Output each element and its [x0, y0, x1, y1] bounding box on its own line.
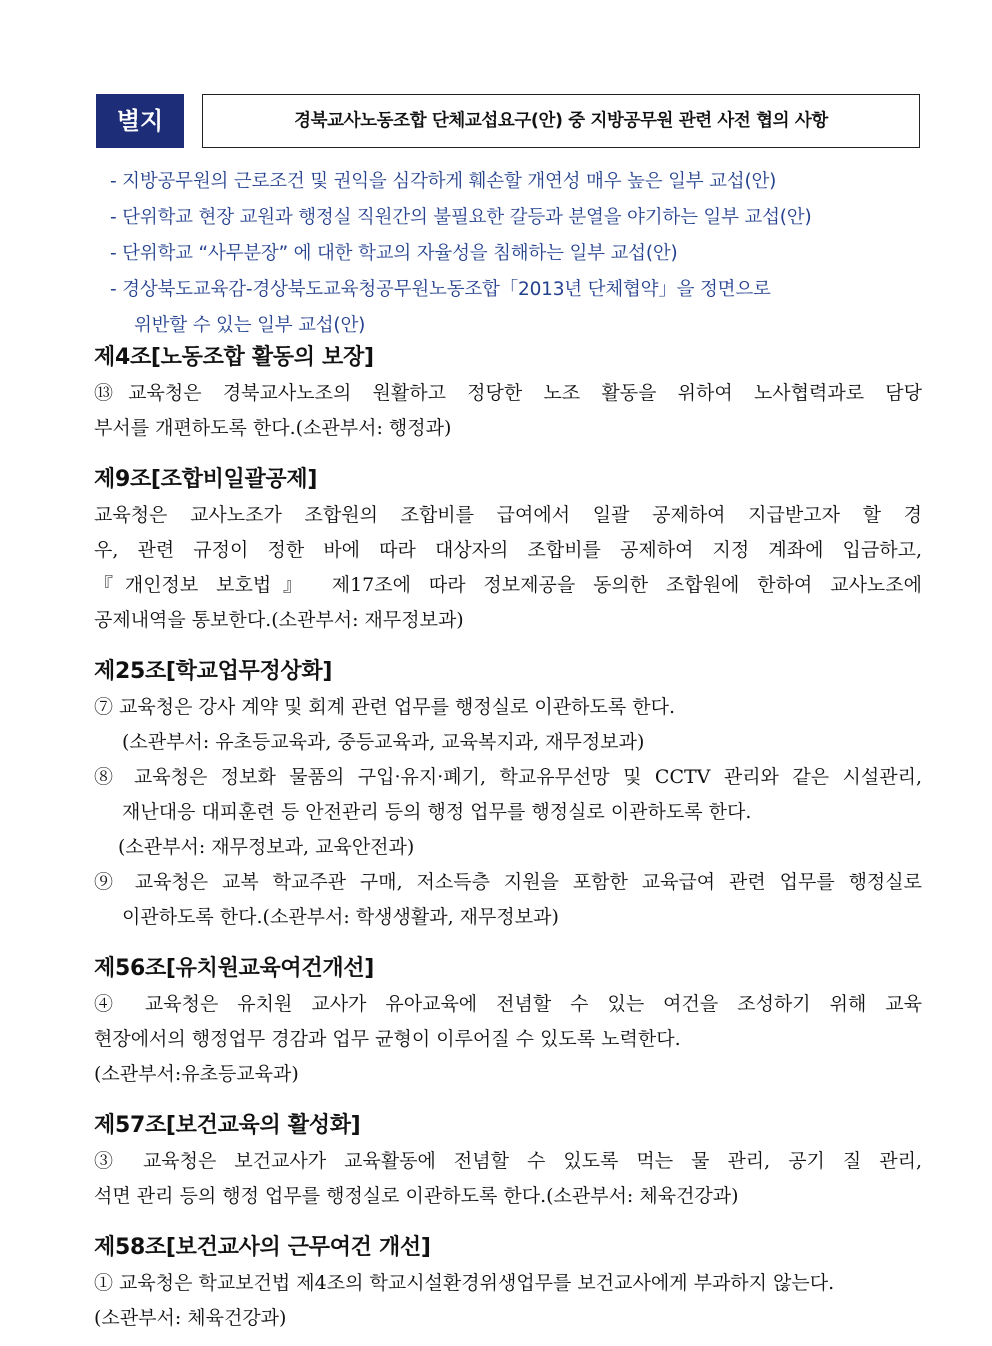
article-line: (소관부서: 재무정보과, 교육안전과) [118, 836, 415, 858]
summary-bullet: - 단위학교 현장 교원과 행정실 직원간의 불필요한 갈등과 분열을 야기하는 일부 교섭(안) [110, 207, 812, 228]
articles [94, 340, 922, 1346]
article-title: 제25조[학교업무정상화] [94, 659, 333, 684]
article-line: (소관부서:유초등교육과) [94, 1063, 299, 1085]
article-line: 석면 관리 등의 행정 업무를 행정실로 이관하도록 한다.(소관부서: 체육건강과) [94, 1185, 739, 1207]
article-56 [94, 951, 922, 1092]
article-title: 제4조[노동조합 활동의 보장] [94, 345, 374, 370]
article-line: 『개인정보 보호법』 제17조에 따라 정보제공을 동의한 조합원에 한하여 교사노조에 [94, 574, 922, 596]
article-line: 부서를 개편하도록 한다.(소관부서: 행정과) [94, 417, 452, 439]
article-title: 제58조[보건교사의 근무여건 개선] [94, 1235, 431, 1260]
article-4 [94, 340, 922, 446]
document-title: 경북교사노동조합 단체교섭요구(안) 중 지방공무원 관련 사전 협의 사항 [202, 94, 920, 148]
article-57 [94, 1108, 922, 1214]
article-9 [94, 462, 922, 638]
summary-bullet: - 지방공무원의 근로조건 및 권익을 심각하게 훼손할 개연성 매우 높은 일부 교섭(안) [110, 171, 777, 192]
article-line: ⑧ 교육청은 정보화 물품의 구입·유지·폐기, 학교유무선망 및 CCTV 관리와 같은 시설관리, [94, 766, 922, 788]
summary-bullet: - 단위학교 “사무분장” 에 대한 학교의 자율성을 침해하는 일부 교섭(안) [110, 243, 678, 264]
article-line: (소관부서: 체육건강과) [94, 1307, 287, 1329]
article-line: 이관하도록 한다.(소관부서: 학생생활과, 재무정보과) [122, 906, 559, 928]
summary-bullet: - 경상북도교육감-경상북도교육청공무원노동조합「2013년 단체협약」을 정면으로 [110, 279, 771, 300]
article-line: (소관부서: 유초등교육과, 중등교육과, 교육복지과, 재무정보과) [122, 731, 645, 753]
document-header [96, 94, 920, 148]
summary-bullet-continued [110, 308, 930, 344]
article-line: 우, 관련 규정이 정한 바에 따라 대상자의 조합비를 공제하여 지정 계좌에 입금하고, [94, 539, 922, 561]
article-title: 제56조[유치원교육여건개선] [94, 956, 374, 981]
article-line: ⑦ 교육청은 강사 계약 및 회계 관련 업무를 행정실로 이관하도록 한다. [94, 696, 675, 718]
article-line: ① 교육청은 학교보건법 제4조의 학교시설환경위생업무를 보건교사에게 부과하지 않는다. [94, 1272, 835, 1294]
article-line: ⑨ 교육청은 교복 학교주관 구매, 저소득층 지원을 포함한 교육급여 관련 업무를 행정실로 [94, 871, 922, 893]
article-title: 제57조[보건교육의 활성화] [94, 1113, 361, 1138]
article-25 [94, 654, 922, 935]
article-line: ⑬교육청은 경북교사노조의 원활하고 정당한 노조 활동을 위하여 노사협력과로 담당 [94, 382, 922, 404]
article-line: 교육청은 교사노조가 조합원의 조합비를 급여에서 일괄 공제하여 지급받고자 할 경 [94, 504, 922, 526]
summary-bullet-continuation: 위반할 수 있는 일부 교섭(안) [134, 315, 366, 336]
article-line: ③ 교육청은 보건교사가 교육활동에 전념할 수 있도록 먹는 물 관리, 공기 질 관리, [94, 1150, 922, 1172]
article-58 [94, 1230, 922, 1336]
article-line: 공제내역을 통보한다.(소관부서: 재무정보과) [94, 609, 464, 631]
article-line: ④ 교육청은 유치원 교사가 유아교육에 전념할 수 있는 여건을 조성하기 위해 교육 [94, 993, 922, 1015]
article-title: 제9조[조합비일괄공제] [94, 467, 318, 492]
attachment-tag: 별지 [96, 94, 184, 148]
article-line: 재난대응 대피훈련 등 안전관리 등의 행정 업무를 행정실로 이관하도록 한다. [122, 801, 752, 823]
article-line: 현장에서의 행정업무 경감과 업무 균형이 이루어질 수 있도록 노력한다. [94, 1028, 681, 1050]
summary-bullets [110, 164, 930, 344]
